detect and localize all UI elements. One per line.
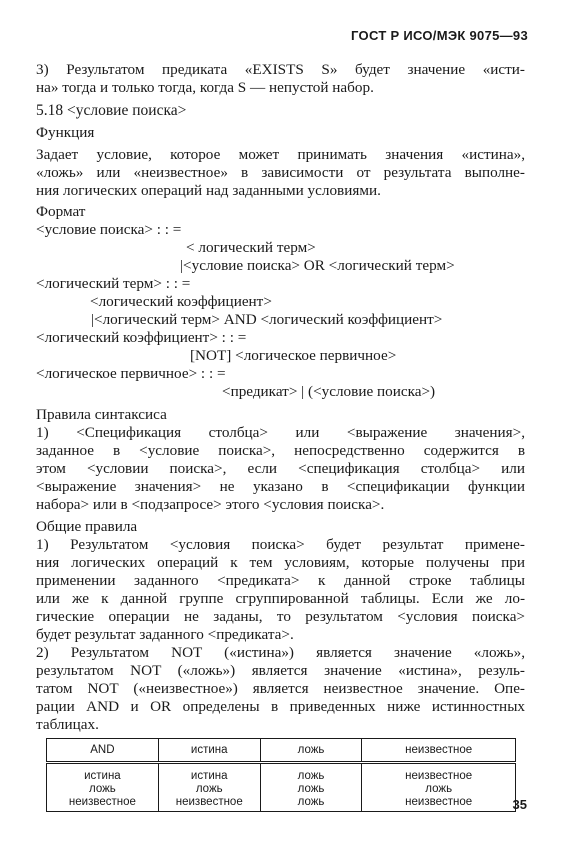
table-header-cell: истина	[158, 739, 260, 763]
syntax-line: < логический терм>	[186, 239, 316, 256]
table-cell: истина ложь неизвестное	[47, 763, 159, 812]
page-header: ГОСТ Р ИСО/МЭК 9075—93	[351, 28, 528, 43]
text-line: на» тогда и только тогда, когда S — непустой набор.	[36, 79, 374, 96]
text-line: 1) Результатом <условия поиска> будет результат примене-	[36, 536, 525, 553]
truth-table-and	[46, 738, 516, 812]
syntax-line: <логический коэффициент>	[90, 293, 272, 310]
text-line: 3) Результатом предиката «EXISTS S» будет значение «исти-	[36, 61, 525, 78]
table-cell: неизвестное ложь неизвестное	[362, 763, 516, 812]
syntax-line: [NOT] <логическое первичное>	[190, 347, 397, 364]
text-line: 2) Результатом NOT («истина») является значение «ложь»,	[36, 644, 525, 661]
table-header-cell: неизвестное	[362, 739, 516, 763]
table-header-row	[47, 739, 516, 763]
table-row	[47, 763, 516, 812]
text-line: гические операции не заданы, то результатом <условия поиска>	[36, 608, 525, 625]
text-line: «ложь» или «неизвестное» в зависимости от результата выполне-	[36, 164, 525, 181]
syntax-line: |<логический терм> AND <логический коэффициент>	[91, 311, 443, 328]
syntax-line: <предикат> | (<условие поиска>)	[222, 383, 436, 400]
text-line: <выражение значения> не указано в <спецификации функции	[36, 478, 525, 495]
subheading-function: Функция	[36, 124, 95, 141]
table-header-cell: AND	[47, 739, 159, 763]
text-line: таблицах.	[36, 716, 99, 733]
text-line: ния логических операций над заданными условиями.	[36, 182, 381, 199]
page-number: 35	[512, 797, 527, 812]
text-line: набора> или в <подзапросе> этого <условия поиска>.	[36, 496, 385, 513]
syntax-line: <логическое первичное> : : =	[36, 365, 226, 382]
text-line: ния логических операций к тем условиям, которые получены при	[36, 554, 525, 571]
text-line: 1) <Спецификация столбца> или <выражение значения>,	[36, 424, 525, 441]
text-line: этом <условии поиска>, если <спецификация столбца> или	[36, 460, 525, 477]
table-cell: истина ложь неизвестное	[158, 763, 260, 812]
subheading-format: Формат	[36, 203, 86, 220]
table-cell: ложь ложь ложь	[260, 763, 362, 812]
section-heading: 5.18 <условие поиска>	[36, 102, 187, 119]
text-line: татом NOT («неизвестное») является неизвестное значение. Опе-	[36, 680, 525, 697]
text-line: рации AND и OR определены в приведенных ниже истинностных	[36, 698, 525, 715]
syntax-line: <логический коэффициент> : : =	[36, 329, 247, 346]
syntax-line: <условие поиска> : : =	[36, 221, 182, 238]
text-line: результатом NOT («ложь») является значение «истина», резуль-	[36, 662, 525, 679]
syntax-line: <логический терм> : : =	[36, 275, 191, 292]
table-header-cell: ложь	[260, 739, 362, 763]
subheading-syntax-rules: Правила синтаксиса	[36, 406, 167, 423]
subheading-general-rules: Общие правила	[36, 518, 138, 535]
text-line: применении заданного <предиката> к данной строке таблицы	[36, 572, 525, 589]
text-line: будет результат заданного <предиката>.	[36, 626, 294, 643]
syntax-line: |<условие поиска> OR <логический терм>	[180, 257, 455, 274]
text-line: Задает условие, которое может принимать значения «истина»,	[36, 146, 525, 163]
text-line: или же к данной группе сгруппированной таблицы. Если же ло-	[36, 590, 525, 607]
text-line: заданное в <условие поиска>, непосредственно содержится в	[36, 442, 525, 459]
